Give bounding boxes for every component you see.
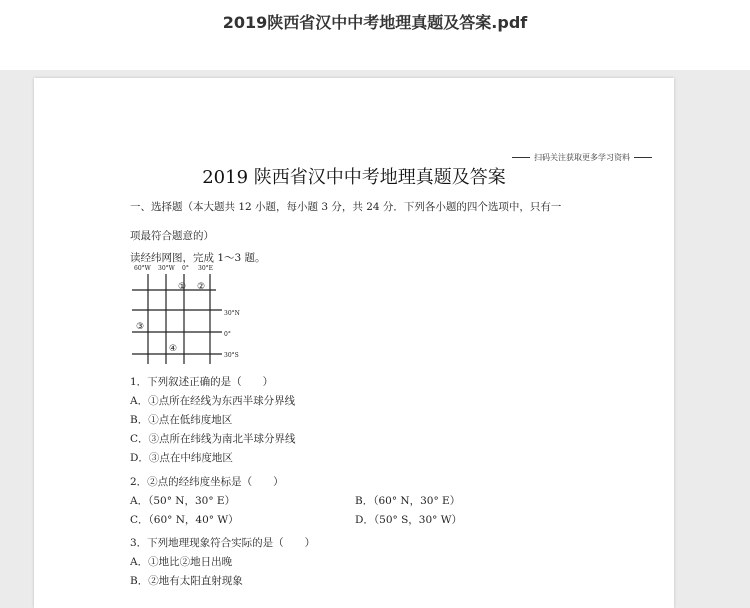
lon-label-60w: 60°W — [134, 265, 151, 272]
promo-banner — [508, 152, 656, 163]
promo-text: 扫码关注获取更多学习资料 — [534, 153, 630, 162]
section-heading-line2: 项最符合题意的） — [130, 230, 214, 242]
question-2-option-d: D．（50° S，30° W） — [355, 514, 463, 526]
question-2-stem: 2．②点的经纬度坐标是（ ） — [130, 476, 284, 488]
question-2-option-b: B．（60° N，30° E） — [355, 495, 461, 507]
point-2-marker: ② — [197, 282, 206, 292]
lat-label-30s: 30°S — [224, 352, 239, 359]
question-1-option-a: A．①点所在经线为东西半球分界线 — [130, 395, 296, 407]
viewer-header — [0, 0, 750, 70]
lon-label-30e: 30°E — [198, 265, 214, 272]
question-2-option-a: A．（50° N，30° E） — [130, 495, 236, 507]
lat-label-0: 0° — [224, 331, 231, 338]
question-1-option-c: C．③点所在纬线为南北半球分界线 — [130, 433, 296, 445]
question-3-option-b: B．②地有太阳直射现象 — [130, 575, 243, 587]
question-1-option-d: D．③点在中纬度地区 — [130, 452, 233, 464]
paper-title: 2019 陕西省汉中中考地理真题及答案 — [202, 167, 506, 188]
lat-lon-grid-figure — [130, 264, 250, 368]
promo-dash-left — [512, 157, 530, 158]
point-1-marker: ① — [178, 282, 187, 292]
question-3-stem: 3．下列地理现象符合实际的是（ ） — [130, 537, 316, 549]
question-1-stem: 1．下列叙述正确的是（ ） — [130, 376, 274, 388]
figure-intro: 读经纬网图，完成 1～3 题。 — [130, 252, 266, 264]
point-3-marker: ③ — [136, 322, 145, 332]
question-1-option-b: B．①点在低纬度地区 — [130, 414, 233, 426]
lon-label-30w: 30°W — [158, 265, 175, 272]
point-4-marker: ④ — [169, 344, 178, 354]
document-page — [34, 78, 674, 608]
question-3-option-a: A．①地比②地日出晚 — [130, 556, 233, 568]
lat-label-30n: 30°N — [224, 310, 240, 317]
lon-label-0: 0° — [182, 265, 189, 272]
document-filename: 2019陕西省汉中中考地理真题及答案.pdf — [222, 13, 528, 32]
promo-dash-right — [634, 157, 652, 158]
section-heading-line1: 一、选择题（本大题共 12 小题，每小题 3 分，共 24 分．下列各小题的四个选项中，只有一 — [130, 201, 562, 213]
question-2-option-c: C．（60° N，40° W） — [130, 514, 239, 526]
